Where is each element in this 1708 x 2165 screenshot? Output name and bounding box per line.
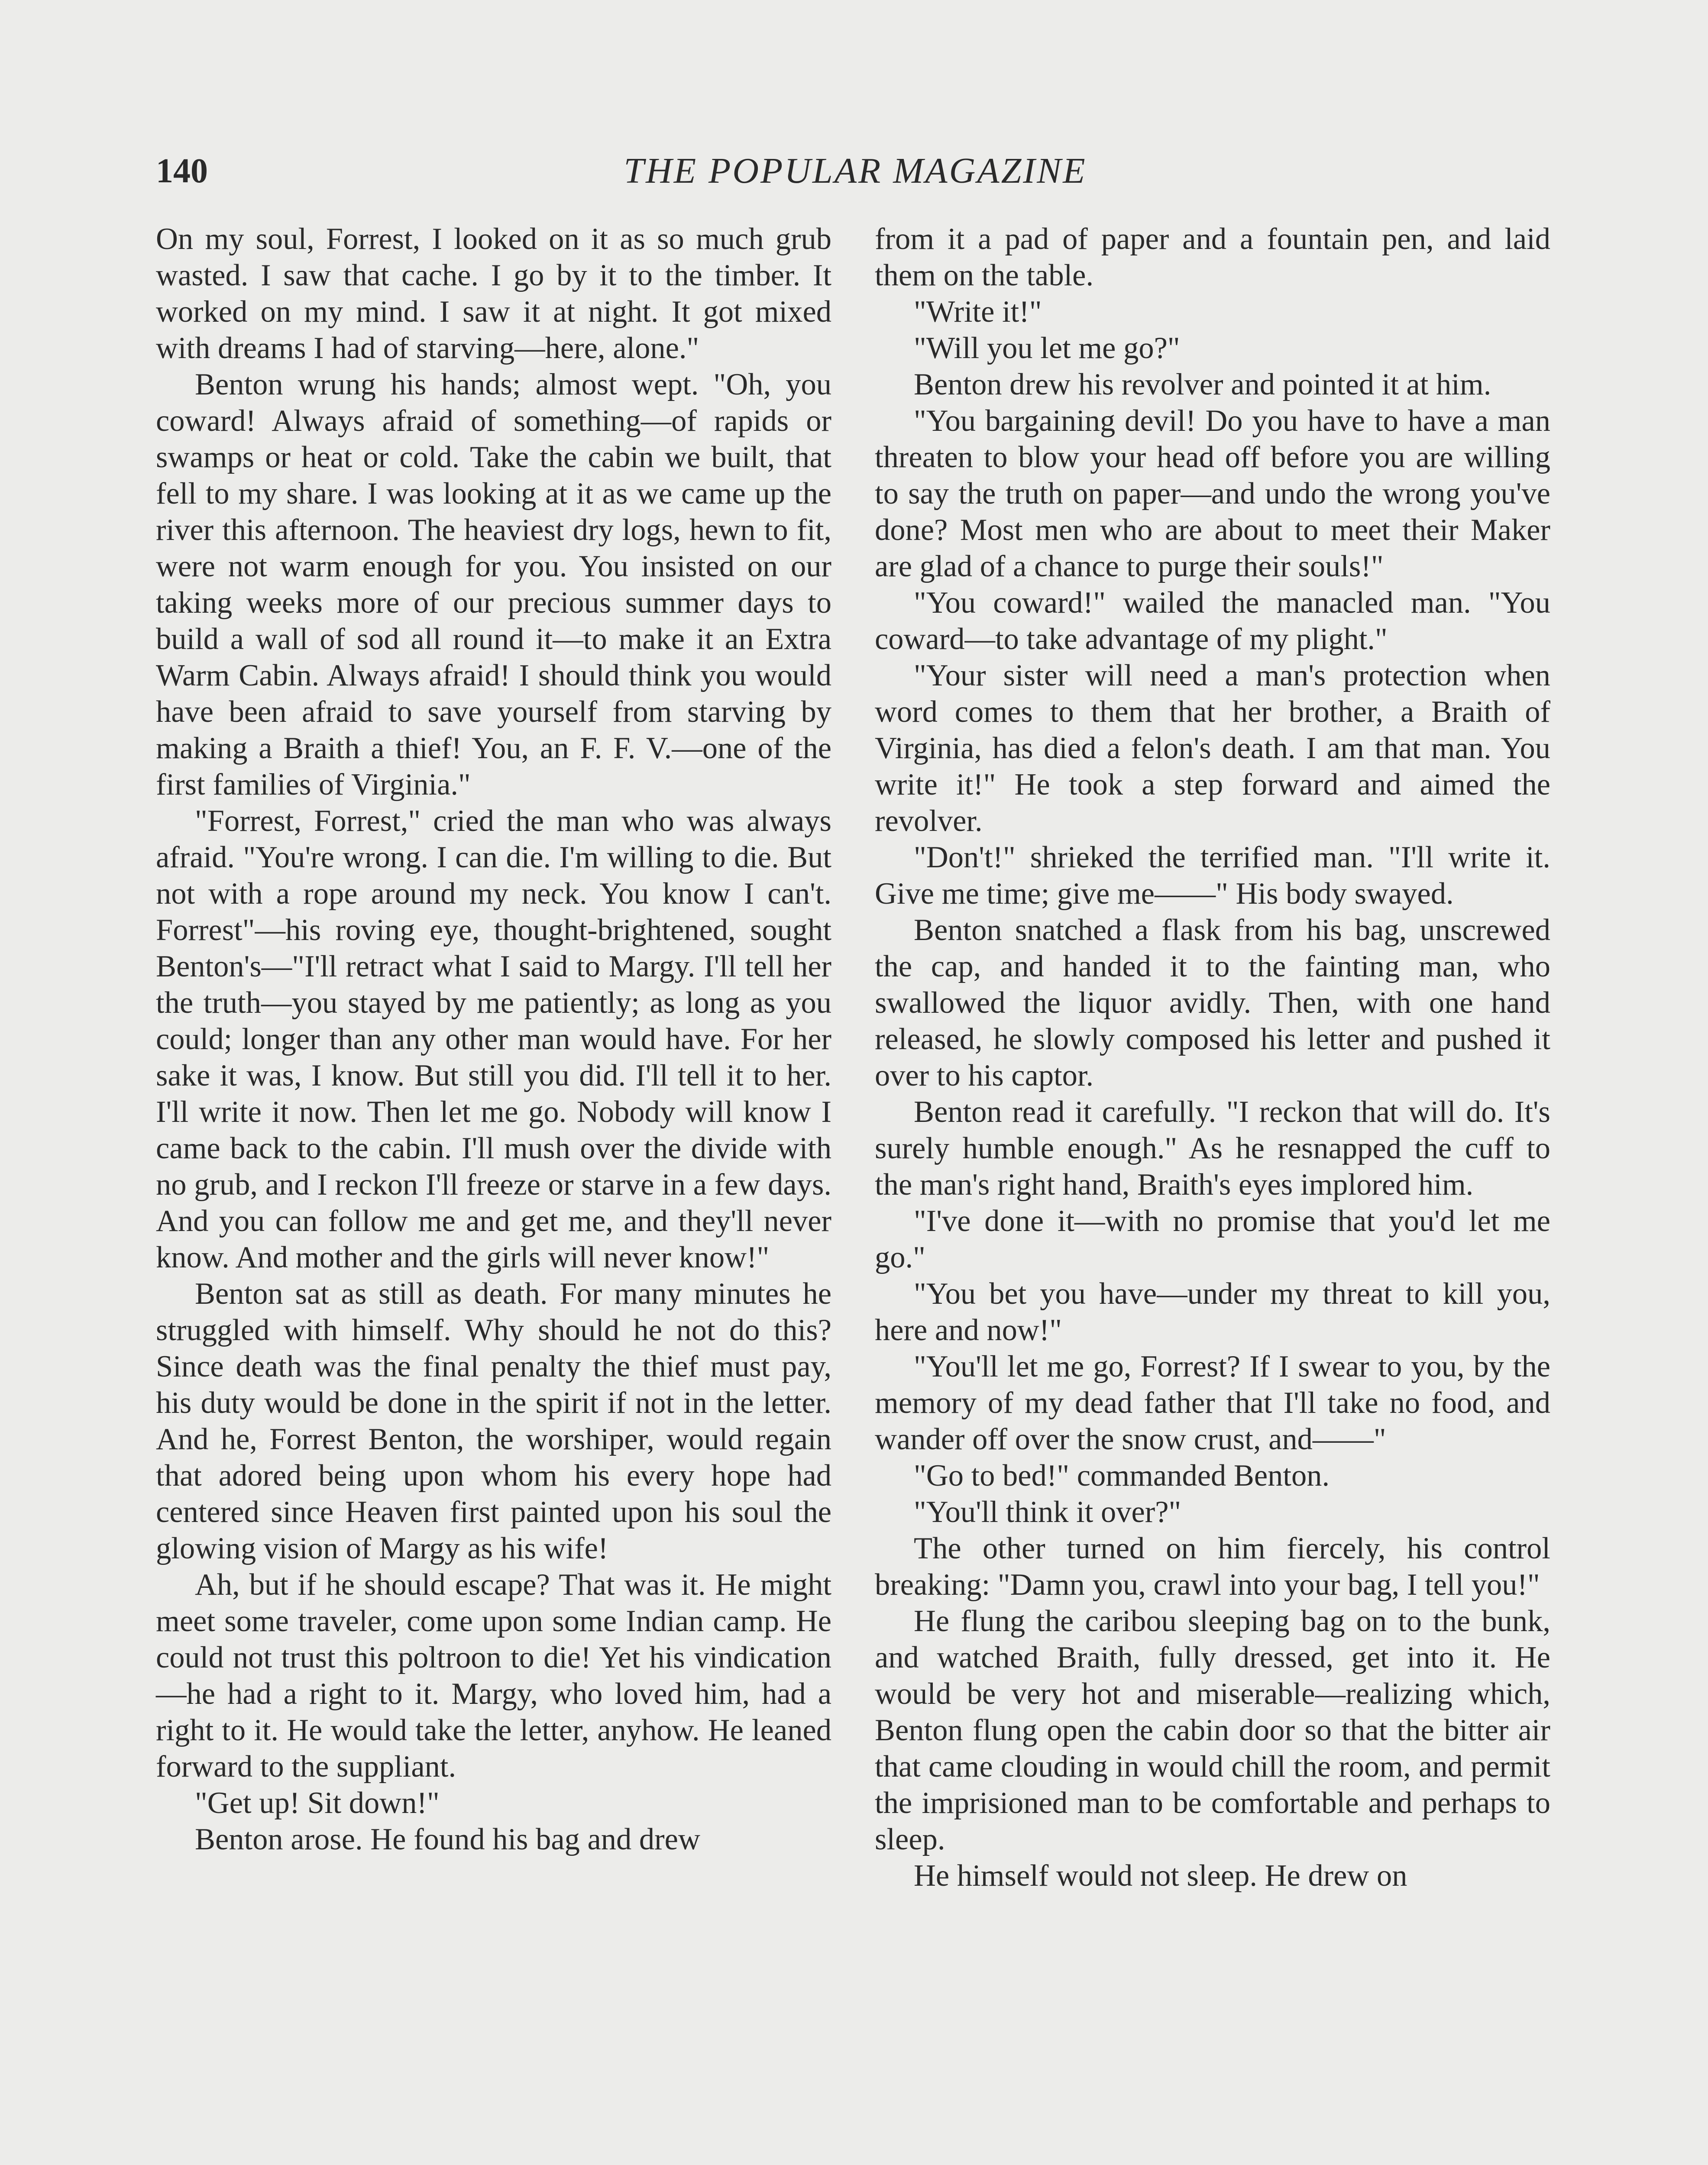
paragraph: Benton sat as still as death. For many minutes he struggled with himself. Why should he not do this? Since death was the final penalty the thief must pay, his duty would be done in the spirit if not in the letter. And he, Forrest Benton, the worshiper, would regain that adored being upon whom his every hope had centered since Heaven first painted upon his soul the glowing vision of Margy as his wife! — [156, 1277, 831, 1565]
page-number: 140 — [156, 152, 208, 190]
paragraph: from it a pad of paper and a fountain pen, and laid them on the table. — [875, 222, 1550, 292]
paragraph: "Get up! Sit down!" — [195, 1786, 440, 1820]
paragraph: On my soul, Forrest, I looked on it as so much grub wasted. I saw that cache. I go by it to the timber. It worked on my mind. I saw it at night. It got mixed with dreams I had of starving—here, alone." — [156, 222, 831, 365]
paragraph: "You coward!" wailed the manacled man. "You coward—to take advantage of my plight." — [875, 586, 1550, 656]
paragraph: "Forrest, Forrest," cried the man who was always afraid. "You're wrong. I can die. I'm willing to die. But not with a rope around my neck. You know I can't. Forrest"—his roving eye, thought-brightened, sought Benton's—"I'll retract what I said to Margy. I'll tell her the truth—you stayed by me patiently; as long as you could; longer than any other man would have. For her sake it was, I know. But still you did. I'll tell it to her. I'll write it now. Then let me go. Nobody will know I came back to the cabin. I'll mush over the divide with no grub, and I reckon I'll freeze or starve in a few days. And you can follow me and get me, and they'll never know. And mother and the girls will never know!" — [156, 804, 831, 1274]
page-header — [156, 147, 1555, 195]
paragraph: "Write it!" — [914, 295, 1042, 329]
paragraph: "Your sister will need a man's protection when word comes to them that her brother, a Braith of Virginia, has died a felon's death. I am that man. You write it!" He took a step forward and aimed the revolver. — [875, 659, 1550, 838]
paragraph: The other turned on him fiercely, his control breaking: "Damn you, crawl into your bag, I tell you!" — [875, 1532, 1550, 1602]
paragraph: "You bet you have—under my threat to kill you, here and now!" — [875, 1277, 1550, 1347]
running-title: THE POPULAR MAGAZINE — [624, 151, 1087, 191]
left-column — [156, 221, 831, 1858]
paragraph: "You'll think it over?" — [914, 1495, 1181, 1529]
paragraph: Benton read it carefully. "I reckon that will do. It's surely humble enough." As he resnapped the cuff to the man's right hand, Braith's eyes implored him. — [875, 1095, 1550, 1202]
paragraph: "You'll let me go, Forrest? If I swear to you, by the memory of my dead father that I'll take no food, and wander off over the snow crust, and——" — [875, 1350, 1550, 1456]
paragraph: He himself would not sleep. He drew on — [914, 1859, 1407, 1893]
paragraph: Benton snatched a flask from his bag, unscrewed the cap, and handed it to the fainting man, who swallowed the liquor avidly. Then, with one hand released, he slowly composed his letter and pushed it over to his captor. — [875, 913, 1550, 1092]
paragraph: Benton drew his revolver and pointed it at him. — [914, 368, 1491, 401]
paragraph: "I've done it—with no promise that you'd let me go." — [875, 1204, 1550, 1274]
right-column — [875, 221, 1550, 1894]
paragraph: Benton arose. He found his bag and drew — [195, 1822, 700, 1856]
paragraph: Benton wrung his hands; almost wept. "Oh, you coward! Always afraid of something—of rapids or swamps or heat or cold. Take the cabin we built, that fell to my share. I was looking at it as we came up the river this afternoon. The heaviest dry logs, hewn to fit, were not warm enough for you. You insisted on our taking weeks more of our precious summer days to build a wall of sod all round it—to make it an Extra Warm Cabin. Always afraid! I should think you would have been afraid to save yourself from starving by making a Braith a thief! You, an F. F. V.—one of the first families of Virginia." — [156, 368, 831, 801]
paragraph: "You bargaining devil! Do you have to have a man threaten to blow your head off before you are willing to say the truth on paper—and undo the wrong you've done? Most men who are about to meet their Maker are glad of a chance to purge their souls!" — [875, 404, 1550, 583]
paragraph: "Don't!" shrieked the terrified man. "I'll write it. Give me time; give me——" His body swayed. — [875, 840, 1550, 911]
paragraph: "Will you let me go?" — [914, 331, 1180, 365]
paragraph: "Go to bed!" commanded Benton. — [914, 1459, 1330, 1493]
paragraph: Ah, but if he should escape? That was it. He might meet some traveler, come upon some Indian camp. He could not trust this poltroon to die! Yet his vindication—he had a right to it. Margy, who loved him, had a right to it. He would take the letter, anyhow. He leaned forward to the suppliant. — [156, 1568, 831, 1784]
paragraph: He flung the caribou sleeping bag on to the bunk, and watched Braith, fully dressed, get into it. He would be very hot and miserable—realizing which, Benton flung open the cabin door so that the bitter air that came clouding in would chill the room, and permit the imprisioned man to be comfortable and perhaps to sleep. — [875, 1604, 1550, 1856]
